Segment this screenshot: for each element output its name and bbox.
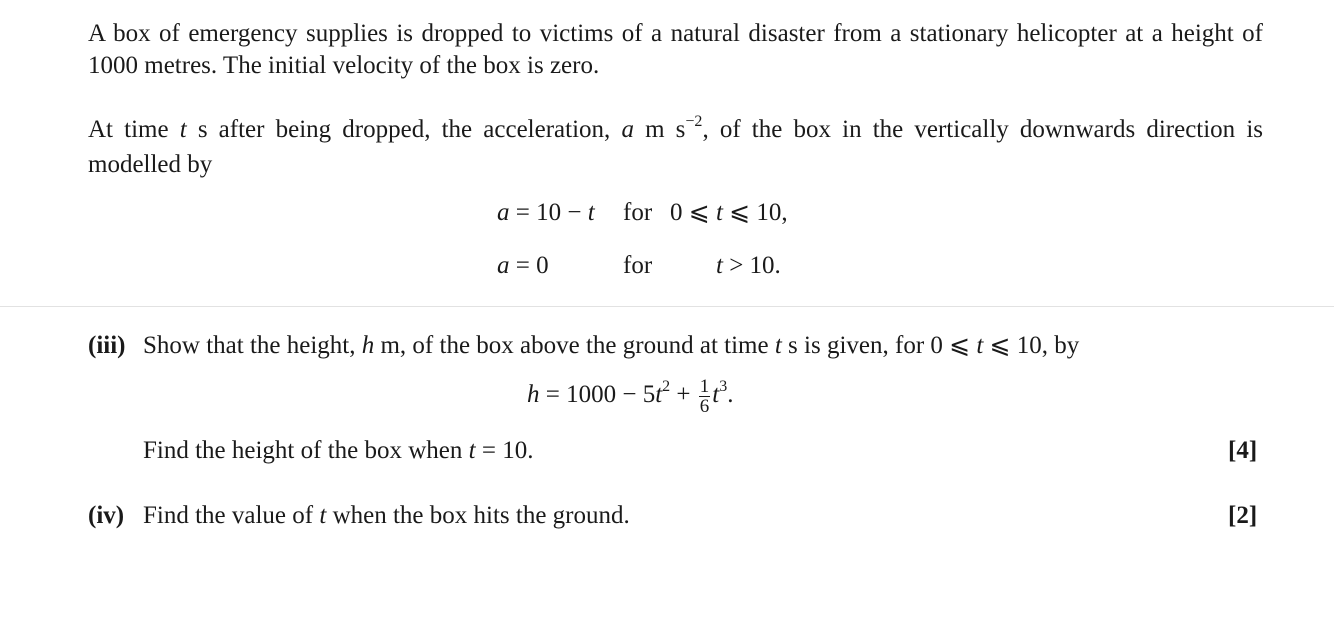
section-divider — [0, 306, 1334, 307]
intro-text: A box of emergency supplies is dropped to victims of a natural disaster from a stationary helicopter at a height of 1000 metres. The initial velocity of the box is zero. — [88, 20, 1263, 79]
accel-text-3: m s — [633, 116, 686, 143]
part-iii-marks: [4] — [1228, 437, 1258, 464]
part-iii-find: Find the height of the box when t = 10. — [143, 437, 534, 464]
fraction-one-sixth: $\frac{1}{6}$ — [699, 375, 710, 417]
model-row-2-lhs: a = 0 — [497, 252, 549, 279]
model-row-1-condition: 0 ⩽ t ⩽ 10, — [670, 199, 788, 226]
part-iv-marks: [2] — [1228, 502, 1258, 529]
accel-text-2: s after being dropped, the acceleration, — [186, 116, 622, 143]
var-a: a — [621, 116, 634, 143]
exponent: −2 — [685, 113, 703, 130]
part-iv-question: Find the value of t when the box hits the ground. — [143, 502, 630, 529]
height-equation: $h = 1000 - 5t^2$ + $\frac{1}{6}$ $t^3$. — [527, 375, 734, 417]
part-iii-question: Show that the height, h m, of the box above the ground at time t s is given, for 0 ⩽ t ⩽ 10, by — [143, 332, 1080, 359]
acceleration-paragraph — [88, 114, 1263, 181]
model-row-2-for: for — [623, 252, 653, 279]
intro-paragraph — [88, 18, 1263, 82]
accel-text-4: , of the box in the vertically downwards direction is modelled by — [88, 116, 1264, 178]
part-iii-label: (iii) — [88, 332, 126, 359]
model-row-1-for: for — [623, 199, 653, 226]
part-iv-label: (iv) — [88, 502, 125, 529]
accel-text-1: At time — [88, 116, 180, 143]
model-row-2-condition: t > 10. — [716, 252, 781, 279]
var-t: t — [179, 116, 187, 143]
model-row-1-lhs: a = 10 − t — [497, 199, 595, 226]
